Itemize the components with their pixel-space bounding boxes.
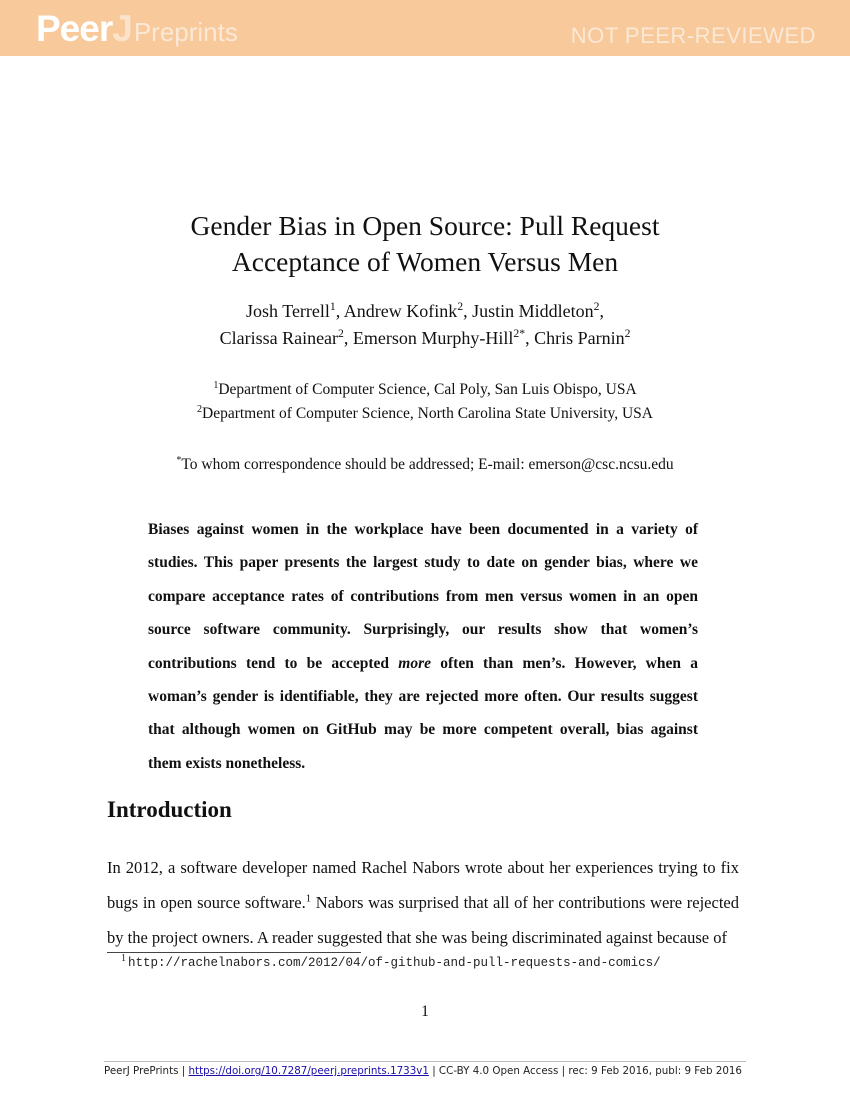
introduction-heading: Introduction — [107, 797, 232, 822]
intro-text-part-2: Nabors was surprised that all of her contributions were rejected by the project owners. A reader suggested that she was being discriminated against because of — [107, 893, 739, 947]
footer-prefix: PeerJ PrePrints | — [104, 1065, 189, 1077]
intro-text-part-1: In 2012, a software developer named Rachel Nabors wrote about her experiences trying to fix bugs in open source software. — [107, 858, 739, 912]
author-separator: , — [463, 301, 473, 321]
correspondence-mark: * — [176, 454, 182, 466]
footer-divider — [104, 1061, 746, 1062]
footnote-url[interactable]: http://rachelnabors.com/2012/04/of-github-and-pull-requests-and-comics/ — [128, 956, 661, 970]
introduction-paragraph — [107, 850, 739, 955]
abstract-text-part-2: often than men’s. However, when a woman’s gender is identifiable, they are rejected more often. Our results suggest that although women on GitHub may be more competent overall, bias against them exists nonetheless. — [148, 654, 698, 772]
footer-suffix: | CC-BY 4.0 Open Access | rec: 9 Feb 2016, publ: 9 Feb 2016 — [428, 1065, 742, 1077]
logo-preprints-text: Preprints — [133, 17, 238, 47]
peerj-banner — [0, 0, 850, 56]
author-separator: , — [525, 328, 535, 348]
doi-link[interactable]: https://doi.org/10.7287/peerj.preprints.1733v1 — [188, 1065, 429, 1077]
author-affiliation-mark: 2 — [457, 300, 464, 313]
abstract-text-part-1: Biases against women in the workplace have been documented in a variety of studies. This paper presents the largest study to date on gender bias, where we compare acceptance rates of contributions from men versus women in an open source software community. Surprisingly, our results show that women’s contributions tend to be accepted — [148, 521, 698, 672]
author-separator: , — [599, 301, 604, 321]
affiliation-text: Department of Computer Science, Cal Poly, San Luis Obispo, USA — [218, 381, 637, 398]
footnote-divider — [107, 952, 361, 953]
affiliation-line — [0, 402, 850, 426]
affiliation-line — [0, 378, 850, 402]
author-name: Justin Middleton — [472, 301, 594, 321]
affiliations — [0, 378, 850, 426]
not-peer-reviewed-label: NOT PEER-REVIEWED — [570, 23, 816, 48]
author-name: Chris Parnin — [534, 328, 625, 348]
peerj-preprints-logo[interactable] — [36, 8, 238, 48]
author-affiliation-mark: 2 — [624, 327, 631, 340]
author-affiliation-mark: 2* — [513, 327, 526, 340]
author-name: Josh Terrell — [246, 301, 330, 321]
affiliation-mark: 1 — [213, 379, 219, 391]
logo-j-text: J — [112, 8, 132, 49]
author-separator: , — [343, 328, 353, 348]
author-list — [0, 298, 850, 352]
author-name: Emerson Murphy-Hill — [352, 328, 514, 348]
title-line-2: Acceptance of Women Versus Men — [231, 246, 619, 277]
author-separator: , — [335, 301, 344, 321]
affiliation-mark: 2 — [196, 403, 203, 415]
footnote — [121, 952, 661, 970]
abstract-emphasis: more — [398, 654, 431, 672]
abstract — [148, 513, 698, 780]
author-line-1 — [0, 298, 850, 325]
page-number: 1 — [421, 1003, 429, 1020]
footnote-reference[interactable]: 1 — [305, 892, 312, 905]
paper-title — [0, 208, 850, 280]
footnote-mark: 1 — [121, 952, 126, 964]
correspondence-note — [0, 454, 850, 476]
affiliation-text: Department of Computer Science, North Carolina State University, USA — [202, 405, 653, 422]
preprint-footer — [104, 1065, 742, 1077]
logo-peer-text: Peer — [36, 8, 113, 49]
title-line-1: Gender Bias in Open Source: Pull Request — [190, 210, 660, 241]
author-affiliation-mark: 2 — [593, 300, 600, 313]
correspondence-text: To whom correspondence should be addressed; E-mail: emerson@csc.ncsu.edu — [181, 456, 674, 473]
author-line-2 — [0, 325, 850, 352]
author-affiliation-mark: 2 — [338, 327, 344, 340]
author-affiliation-mark: 1 — [329, 300, 336, 313]
author-name: Andrew Kofink — [343, 301, 458, 321]
author-name: Clarissa Rainear — [219, 328, 339, 348]
